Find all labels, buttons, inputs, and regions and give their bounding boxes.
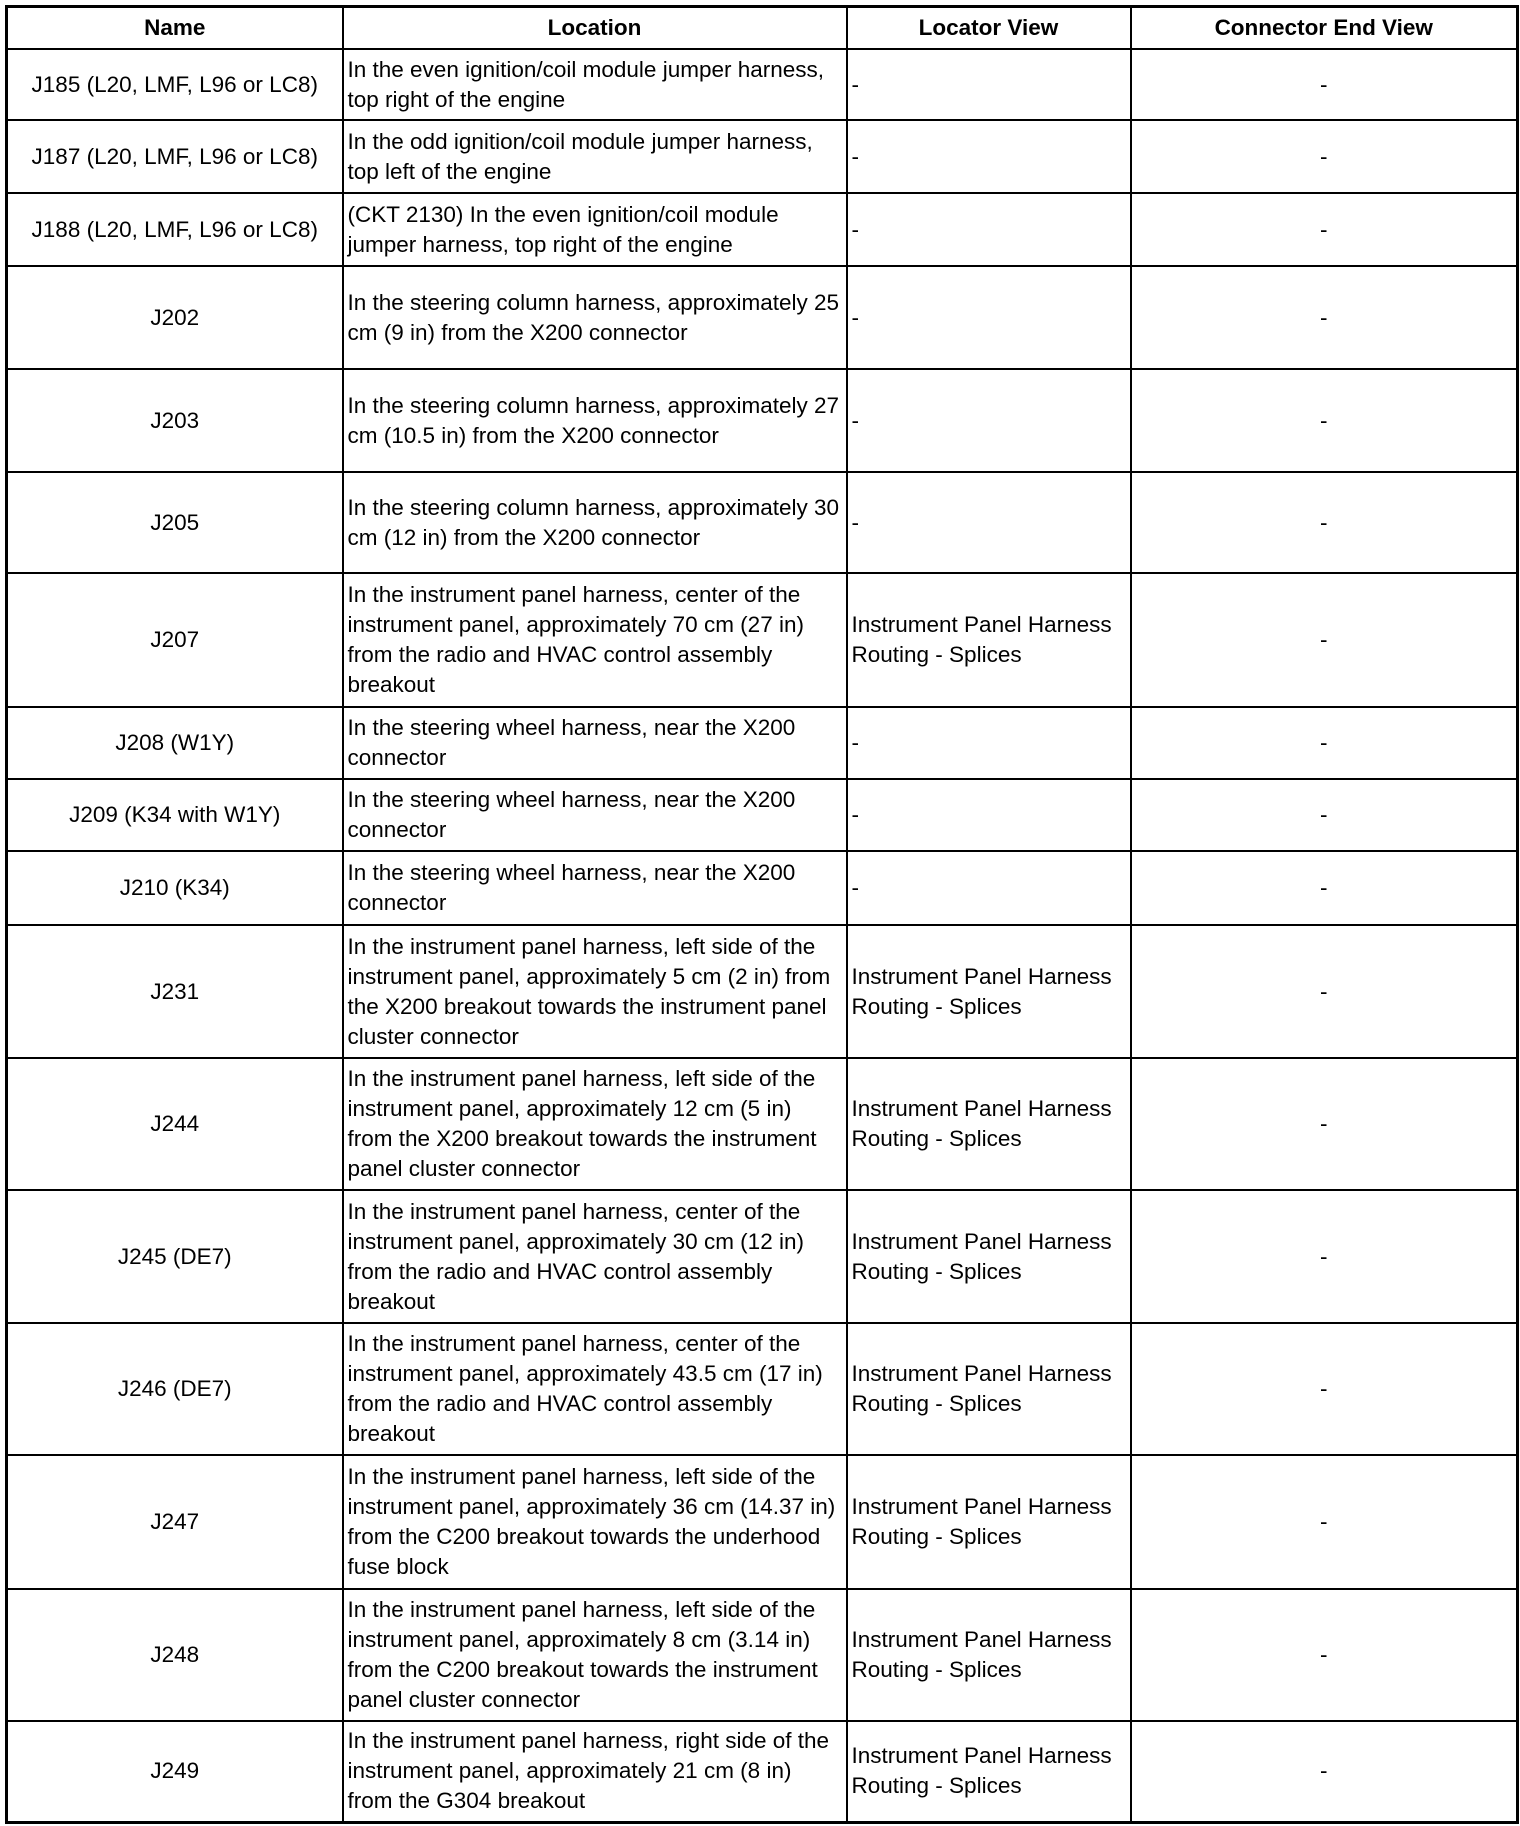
connector-end-view: - — [1131, 707, 1518, 779]
splice-name: J207 — [7, 573, 343, 707]
splice-location: In the steering wheel harness, near the X200 connector — [343, 851, 847, 925]
locator-view: - — [847, 266, 1131, 369]
connector-end-view: - — [1131, 1058, 1518, 1190]
table-row — [7, 193, 1518, 266]
connector-end-view: - — [1131, 1589, 1518, 1721]
splice-location: In the steering wheel harness, near the X200 connector — [343, 707, 847, 779]
locator-view: - — [847, 779, 1131, 851]
splice-name: J208 (W1Y) — [7, 707, 343, 779]
splice-location: In the instrument panel harness, right side of the instrument panel, approximately 21 cm (8 in) from the G304 breakout — [343, 1721, 847, 1822]
splice-name: J202 — [7, 266, 343, 369]
table-row — [7, 266, 1518, 369]
connector-end-view: - — [1131, 193, 1518, 266]
table-row — [7, 1323, 1518, 1455]
locator-view: Instrument Panel Harness Routing - Splices — [847, 1455, 1131, 1589]
splice-name: J209 (K34 with W1Y) — [7, 779, 343, 851]
splice-name: J248 — [7, 1589, 343, 1721]
splice-name: J246 (DE7) — [7, 1323, 343, 1455]
table-row — [7, 472, 1518, 573]
splice-location: In the instrument panel harness, center of the instrument panel, approximately 43.5 cm (17 in) from the radio and HVAC control assembly breakout — [343, 1323, 847, 1455]
splice-location: In the instrument panel harness, left side of the instrument panel, approximately 5 cm (2 in) from the X200 breakout towards the instrument panel cluster connector — [343, 925, 847, 1058]
table-row — [7, 1190, 1518, 1323]
connector-end-view: - — [1131, 851, 1518, 925]
header-location: Location — [343, 7, 847, 50]
connector-end-view: - — [1131, 1190, 1518, 1323]
locator-view: - — [847, 851, 1131, 925]
splice-name: J231 — [7, 925, 343, 1058]
connector-end-view: - — [1131, 1721, 1518, 1822]
splice-name: J210 (K34) — [7, 851, 343, 925]
splice-location: In the instrument panel harness, center of the instrument panel, approximately 30 cm (12 in) from the radio and HVAC control assembly breakout — [343, 1190, 847, 1323]
table-row — [7, 1455, 1518, 1589]
connector-end-view: - — [1131, 266, 1518, 369]
table-row — [7, 573, 1518, 707]
locator-view: Instrument Panel Harness Routing - Splices — [847, 1190, 1131, 1323]
splice-name: J245 (DE7) — [7, 1190, 343, 1323]
splice-location: (CKT 2130) In the even ignition/coil module jumper harness, top right of the engine — [343, 193, 847, 266]
splice-name: J205 — [7, 472, 343, 573]
splice-name: J247 — [7, 1455, 343, 1589]
header-connector-end-view: Connector End View — [1131, 7, 1518, 50]
table-row — [7, 707, 1518, 779]
table-row — [7, 779, 1518, 851]
locator-view: Instrument Panel Harness Routing - Splices — [847, 1323, 1131, 1455]
splice-location: In the instrument panel harness, left side of the instrument panel, approximately 36 cm (14.37 in) from the C200 breakout towards the underhood fuse block — [343, 1455, 847, 1589]
splice-name: J188 (L20, LMF, L96 or LC8) — [7, 193, 343, 266]
table-row — [7, 120, 1518, 193]
connector-end-view: - — [1131, 49, 1518, 120]
connector-end-view: - — [1131, 925, 1518, 1058]
splice-name: J249 — [7, 1721, 343, 1822]
locator-view: - — [847, 472, 1131, 573]
splice-location: In the odd ignition/coil module jumper harness, top left of the engine — [343, 120, 847, 193]
connector-end-view: - — [1131, 1455, 1518, 1589]
table-row — [7, 925, 1518, 1058]
splice-location: In the even ignition/coil module jumper harness, top right of the engine — [343, 49, 847, 120]
locator-view: Instrument Panel Harness Routing - Splices — [847, 1721, 1131, 1822]
splice-name: J244 — [7, 1058, 343, 1190]
locator-view: - — [847, 369, 1131, 472]
table-row — [7, 49, 1518, 120]
splice-location: In the instrument panel harness, left side of the instrument panel, approximately 12 cm (5 in) from the X200 breakout towards the instrument panel cluster connector — [343, 1058, 847, 1190]
splice-location: In the instrument panel harness, center of the instrument panel, approximately 70 cm (27 in) from the radio and HVAC control assembly breakout — [343, 573, 847, 707]
locator-view: - — [847, 120, 1131, 193]
table-row — [7, 1058, 1518, 1190]
header-locator-view: Locator View — [847, 7, 1131, 50]
locator-view: Instrument Panel Harness Routing - Splices — [847, 573, 1131, 707]
table-row — [7, 851, 1518, 925]
locator-view: - — [847, 707, 1131, 779]
locator-view: Instrument Panel Harness Routing - Splices — [847, 1589, 1131, 1721]
splice-name: J203 — [7, 369, 343, 472]
splice-location: In the steering wheel harness, near the X200 connector — [343, 779, 847, 851]
splice-location: In the steering column harness, approximately 27 cm (10.5 in) from the X200 connector — [343, 369, 847, 472]
table-row — [7, 1721, 1518, 1822]
connector-end-view: - — [1131, 472, 1518, 573]
locator-view: - — [847, 193, 1131, 266]
table-row — [7, 1589, 1518, 1721]
connector-end-view: - — [1131, 573, 1518, 707]
connector-end-view: - — [1131, 369, 1518, 472]
locator-view: Instrument Panel Harness Routing - Splices — [847, 1058, 1131, 1190]
splice-name: J187 (L20, LMF, L96 or LC8) — [7, 120, 343, 193]
locator-view: - — [847, 49, 1131, 120]
connector-end-view: - — [1131, 120, 1518, 193]
splice-name: J185 (L20, LMF, L96 or LC8) — [7, 49, 343, 120]
splice-location-table — [5, 5, 1519, 1824]
header-row — [7, 7, 1518, 50]
locator-view: Instrument Panel Harness Routing - Splices — [847, 925, 1131, 1058]
splice-location: In the instrument panel harness, left side of the instrument panel, approximately 8 cm (3.14 in) from the C200 breakout towards the instrument panel cluster connector — [343, 1589, 847, 1721]
header-name: Name — [7, 7, 343, 50]
table-row — [7, 369, 1518, 472]
connector-end-view: - — [1131, 1323, 1518, 1455]
splice-location: In the steering column harness, approximately 30 cm (12 in) from the X200 connector — [343, 472, 847, 573]
connector-end-view: - — [1131, 779, 1518, 851]
splice-location: In the steering column harness, approximately 25 cm (9 in) from the X200 connector — [343, 266, 847, 369]
